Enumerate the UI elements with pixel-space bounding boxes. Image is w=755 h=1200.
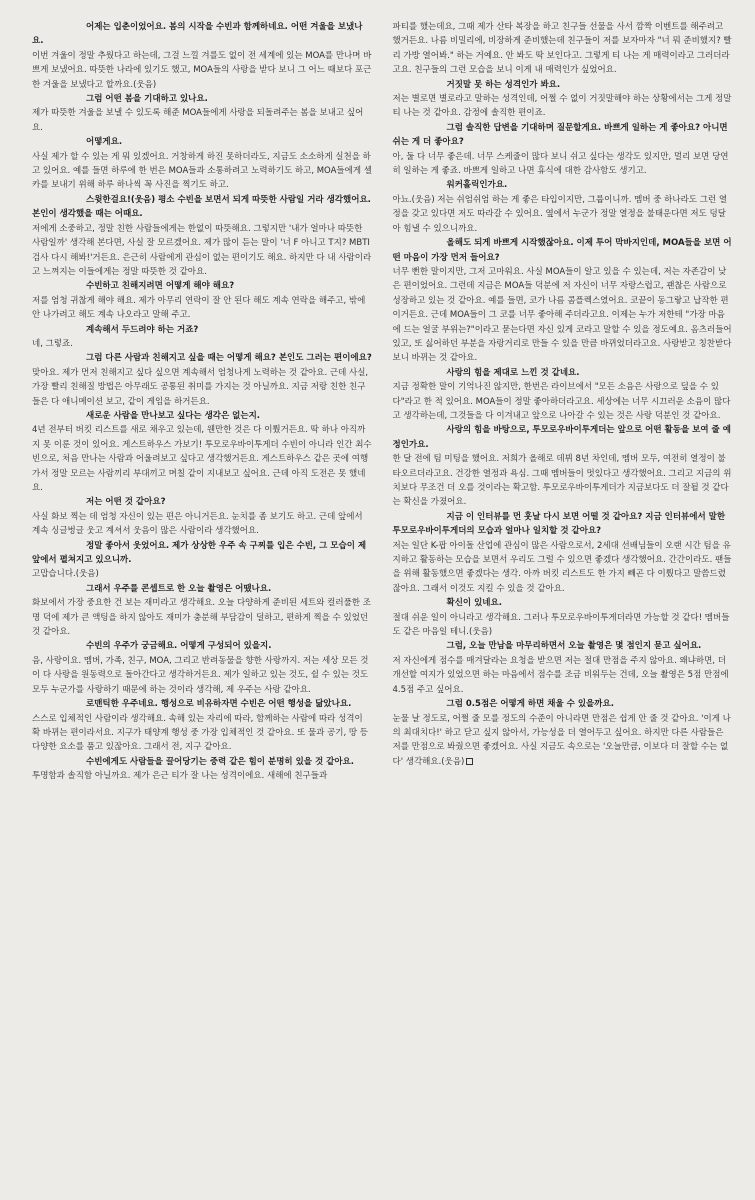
interview-answer: 고맙습니다.(웃음) <box>32 569 99 580</box>
interview-answer: 저에게 소중하고, 정말 친한 사람들에게는 한없이 따뜻해요. 그렇지만 '내가 얼마나 따뜻한 사람일까' 생각해 본다면, 사실 잘 모르겠어요. 제가 많이 듣는 말이 '너 F 아니고 T지? MBTI 검사 다시 해봐!'거든요. 은근히 사람에게 관심이 없는 편이기도 해요. 하지만 다 내 사람이라고 느껴지는 이들에게는 정말 따뜻한 것 같아요. <box>32 223 372 277</box>
interview-question: 새로운 사람을 만나보고 싶다는 생각은 없는지. <box>86 410 261 421</box>
interview-question: 그럼 솔직한 답변을 기대하며 질문할게요. 바쁘게 일하는 게 좋아요? 아니면 쉬는 게 더 좋아요? <box>392 122 728 148</box>
interview-answer: 스스로 입체적인 사람이라 생각해요. 속해 있는 자리에 따라, 함께하는 사람에 따라 성격이 확 바뀌는 편이라서요. 지구가 태양계 행성 중 가장 입체적인 것 같아요. 또 물과 공기, 땅 등 다양한 요소를 품고 있잖아요. 그래서 전, 지구 같아요. <box>32 713 369 753</box>
interview-question: 계속해서 두드려야 하는 거죠? <box>86 324 199 335</box>
interview-answer: 화보에서 가장 중요한 건 보는 재미라고 생각해요. 오늘 다양하게 준비된 세트와 컬러풀한 조명 덕에 제가 큰 액팅을 하지 않아도 재미가 충분해 부담감이 덜하고, 편하게 찍을 수 있었던 것 같아요. <box>32 598 371 638</box>
interview-answer: 4년 전부터 버킷 리스트를 새로 채우고 있는데, 웬만한 것은 다 이뤘거든요. 딱 하나 아직까지 못 이룬 것이 있어요. 게스트하우스 가보기! 투모로우바이투게더 수빈이 아니라 인간 최수빈으로, 처음 만나는 사람과 어울려보고 싶다고 생각했거든요. 게스트하우스 같은 곳에 여행 가서 정말 모르는 사람끼리 부대끼고 며칠 같이 지내보고 싶어요. 근데 아직 도전은 못 했네요. <box>32 425 372 493</box>
interview-question: 거짓말 못 하는 성격인가 봐요. <box>446 79 561 90</box>
interview-answer: 저는 일단 K-팝 아이돌 산업에 관심이 많은 사람으로서, 2세대 선배님들이 오랜 시간 팀을 유지하고 활동하는 모습을 보면서 우리도 그럴 수 있으면 좋겠다 생각했어요. 간간이라도. 팬들을 위해 활동했으면 좋겠다는 생각. 아까 버킷 리스트도 한 가지 빼곤 다 이뤘다고 말씀드렸잖아요. 그래서 이것도 지킬 수 있을 것 같아요. <box>392 540 732 594</box>
interview-question: 사랑의 힘을 바탕으로, 투모로우바이투게더는 앞으로 어떤 활동을 보여 줄 예정인가요. <box>392 425 731 450</box>
interview-answer: 음, 사랑이요. 멤버, 가족, 친구, MOA, 그리고 반려동물을 향한 사랑까지. 저는 세상 모든 것이 다 사랑을 원동력으로 돌아간다고 생각하거든요. 제가 일하고 있는 것도, 쉴 수 있는 것도 모두 누군가를 사랑하기 때문에 하는 것이라 생각해, 제 우주는 사랑 같아요. <box>32 655 369 695</box>
interview-answer: 절대 쉬운 일이 아니라고 생각해요. 그러나 투모로우바이투게더라면 가능할 것 같다! 멤버들도 같은 마음일 테니.(웃음) <box>392 612 730 638</box>
interview-answer: 이번 겨울이 정말 추웠다고 하는데, 그걸 느낄 겨를도 없이 전 세계에 있는 MOA를 만나며 바쁘게 보냈어요. 따뜻한 나라에 있기도 했고, MOA들의 사랑을 받다 보니 그 어느 때보다 포근한 겨울을 보냈다고 할까요.(웃음) <box>32 50 372 90</box>
interview-question: 스윗한걸요!(웃음) 평소 수빈을 보면서 되게 따뜻한 사람일 거라 생각했어요. 본인이 생각했을 때는 어때요. <box>32 194 371 220</box>
interview-question: 그럼, 오늘 만남을 마무리하면서 오늘 촬영은 몇 점인지 묻고 싶어요. <box>446 641 702 652</box>
interview-answer: 제가 따뜻한 겨울을 보낼 수 있도록 해준 MOA들에게 사랑을 되돌려주는 봄을 보내고 싶어요. <box>32 108 364 133</box>
interview-answer: 사실 제가 할 수 있는 게 뭐 있겠어요. 거창하게 하진 못하더라도, 지금도 소소하게 실천을 하고 있어요. 예를 들면 하루에 한 번은 MOA들과 소통하려고 노력하기도 하고, MOA들에게 셀카를 보내기 위해 하루 하나씩 꼭 사진을 찍기도 하고. <box>32 151 372 191</box>
interview-answer: 한 달 전에 팀 미팅을 했어요. 저희가 올해로 데뷔 8년 차인데, 멤버 모두, 여전히 열정이 불타오르더라고요. 건강한 열정과 욕심. 그때 멤버들이 멋있다고 생각했어요. 그리고 지금의 위치보다 무조건 더 오를 것이라는 확고함. 투모로우바이투게더가 지금보다도 더 잘될 것 같다는 확신을 가졌어요. <box>392 454 732 508</box>
interview-answer: 눈물 날 정도로, 어쩔 줄 모를 정도의 수준이 아니라면 만점은 쉽게 안 줄 것 같아요. '이게 나의 최대치다!' 하고 닫고 싶지 않아서, 가능성을 더 열어두고 싶어요. 하지만 다른 사람들은 저를 만점으로 봐줬으면 좋겠어요. 사실 지금도 속으로는 '오늘만큼, 이보다 더 잘할 수는 없다' 생각해요.(웃음) <box>393 712 734 770</box>
interview-question: 로맨틱한 우주네요. 행성으로 비유하자면 수빈은 어떤 행성을 닮았나요. <box>86 699 352 710</box>
interview-question: 그럼 다른 사람과 친해지고 싶을 때는 어떻게 해요? 본인도 그러는 편이에요? <box>86 353 372 364</box>
interview-answer: 저를 엄청 귀찮게 해야 해요. 제가 아무리 연락이 잘 안 된다 해도 계속 연락을 해주고, 밖에 안 나가려고 해도 계속 나오라고 말해 주고. <box>32 295 366 321</box>
interview-answer: 아, 둘 다 너무 좋은데. 너무 스케줄이 많다 보니 쉬고 싶다는 생각도 있지만, 멀리 보면 당연히 일하는 게 좋죠. 바쁘게 일하고 나면 휴식에 대한 감사함도 생기고. <box>392 151 729 177</box>
interview-answer: 저 자신에게 점수를 매겨달라는 요청을 받으면 저는 절대 만점을 주지 않아요. 왜냐하면, 더 개선할 여지가 있었으면 하는 마음에서 점수를 조금 비워두는 건데, 오늘 촬영은 5점 만점에 4.5점 주고 싶어요. <box>392 655 729 695</box>
interview-answer: 네, 그렇죠. <box>32 338 73 349</box>
interview-question: 저는 어떤 것 같아요? <box>86 497 166 508</box>
interview-question: 지금 이 인터뷰를 먼 훗날 다시 보면 어떨 것 같아요? 지금 인터뷰에서 말한 투모로우바이투게더의 모습과 얼마나 일치할 것 같아요? <box>392 511 726 537</box>
left-column <box>32 20 373 1200</box>
interview-question: 수빈의 우주가 궁금해요. 어떻게 구성되어 있을지. <box>86 641 272 652</box>
interview-question: 확신이 있네요. <box>446 598 502 609</box>
interview-answer: 사실 화보 찍는 데 엄청 자신이 있는 편은 아니거든요. 눈치를 좀 보기도 하고. 근데 앞에서 계속 싱글벙글 웃고 계셔서 웃음이 많은 사람이라 생각했어요. <box>32 511 363 537</box>
interview-question: 어제는 입춘이었어요. 봄의 시작을 수빈과 함께하네요. 어떤 겨울을 보냈나요. <box>32 22 363 47</box>
interview-question: 그럼 0.5점은 어떻게 하면 채울 수 있을까요. <box>446 699 614 710</box>
interview-answer: 저는 별로면 별로라고 말하는 성격인데, 어쩔 수 없이 거짓말해야 하는 상황에서는 그게 정말 티 나는 것 같아요. 감정에 솔직한 편이죠. <box>392 94 732 119</box>
interview-answer: 투명함과 솔직함 아닐까요. 제가 은근 티가 잘 나는 성격이에요. 새해에 친구들과 <box>32 771 328 782</box>
interview-question: 그래서 우주를 콘셉트로 한 오늘 촬영은 어땠나요. <box>86 583 272 594</box>
interview-question: 그럼 어떤 봄을 기대하고 있나요. <box>86 94 208 105</box>
interview-question: 어떻게요. <box>86 137 123 148</box>
interview-question: 수빈에게도 사람들을 끌어당기는 중력 같은 힘이 분명히 있을 것 같아요. <box>86 756 354 767</box>
interview-question: 워커홀릭인가요. <box>446 180 508 191</box>
interview-answer: 파티를 했는데요, 그때 제가 산타 복장을 하고 친구들 선물을 사서 깜짝 이벤트를 해주려고 했거든요. 나름 비밀리에, 비장하게 준비했는데 친구들이 저를 보자마자 "너 뭐 준비했지? 빨리 가방 열어봐." 하는 거예요. 안 봐도 딱 보인다고. 그렇게 티 나는 게 매력이라고 그러더라고요. 친구들의 그런 모습을 보니 이게 내 매력인가 싶었어요. <box>392 22 732 76</box>
interview-answer: 지금 정확한 말이 기억나진 않지만, 한번은 라이브에서 "모든 소음은 사랑으로 덮을 수 있다"라고 한 적 있어요. MOA들이 정말 좋아하더라고요. 세상에는 너무 시끄러운 소음이 많다고 생각하는데, 그것들을 다 이겨내고 앞으로 나아갈 수 있는 것은 사랑 덕분인 것 같아요. <box>392 382 731 421</box>
interview-answer: 너무 뻔한 말이지만, 그저 고마워요. 사실 MOA들이 알고 있을 수 있는데, 저는 자존감이 낮은 편이었어요. 그런데 지금은 MOA들 덕분에 저 자신이 너무 자랑스럽고, 괜찮은 사람으로 성장하고 있는 것 같아요. 예를 들면, 코가 나름 콤플렉스였어요. 코끝이 동그랗고 납작한 편이거든요. 근데 MOA들이 그 코를 너무 좋아해 주더라고요. 이제는 누가 저한테 "가장 마음에 드는 얼굴 부위는?"이라고 묻는다면 자신 있게 코라고 말할 수 있을 정도예요. 옴츠러들어 있고, 또 싫어하던 부분을 자랑거리로 만들 수 있을 만큼 바뀌었더라고요. 사랑받고 칭찬받다 보니 바뀌는 것 같아요. <box>392 266 732 364</box>
interview-answer: 맞아요. 제가 먼저 친해지고 싶다 싶으면 계속해서 엄청나게 노력하는 것 같아요. 근데 사실, 가장 빨리 친해질 방법은 아무래도 공통된 취미를 가지는 것 아닐까요. 지금 저랑 친한 친구들은 다 애니메이션 보고, 같이 게임을 하거든요. <box>32 367 369 407</box>
interview-question: 사랑의 힘을 제대로 느낀 것 같네요. <box>446 367 580 378</box>
interview-question: 정말 좋아서 웃었어요. 제가 상상한 우주 속 구찌를 입은 수빈, 그 모습이 제 앞에서 펼쳐지고 있으니까. <box>32 540 367 566</box>
interview-answer: 아뇨.(웃음) 저는 쉬엄쉬엄 하는 게 좋은 타입이지만, 그룹이니까. 멤버 중 하나라도 그런 열정을 갖고 있다면 저도 따라갈 수 있어요. 옆에서 누군가 정말 열정을 불태운다면 저도 덩달아 힘낼 수 있으니까요. <box>392 194 728 234</box>
right-column <box>393 20 734 1200</box>
interview-question: 올해도 되게 바쁘게 시작했잖아요. 이제 투어 막바지인데, MOA들을 보면 어떤 마음이 가장 먼저 들어요? <box>392 238 732 263</box>
interview-question: 수빈하고 친해지려면 어떻게 해야 해요? <box>86 281 235 292</box>
